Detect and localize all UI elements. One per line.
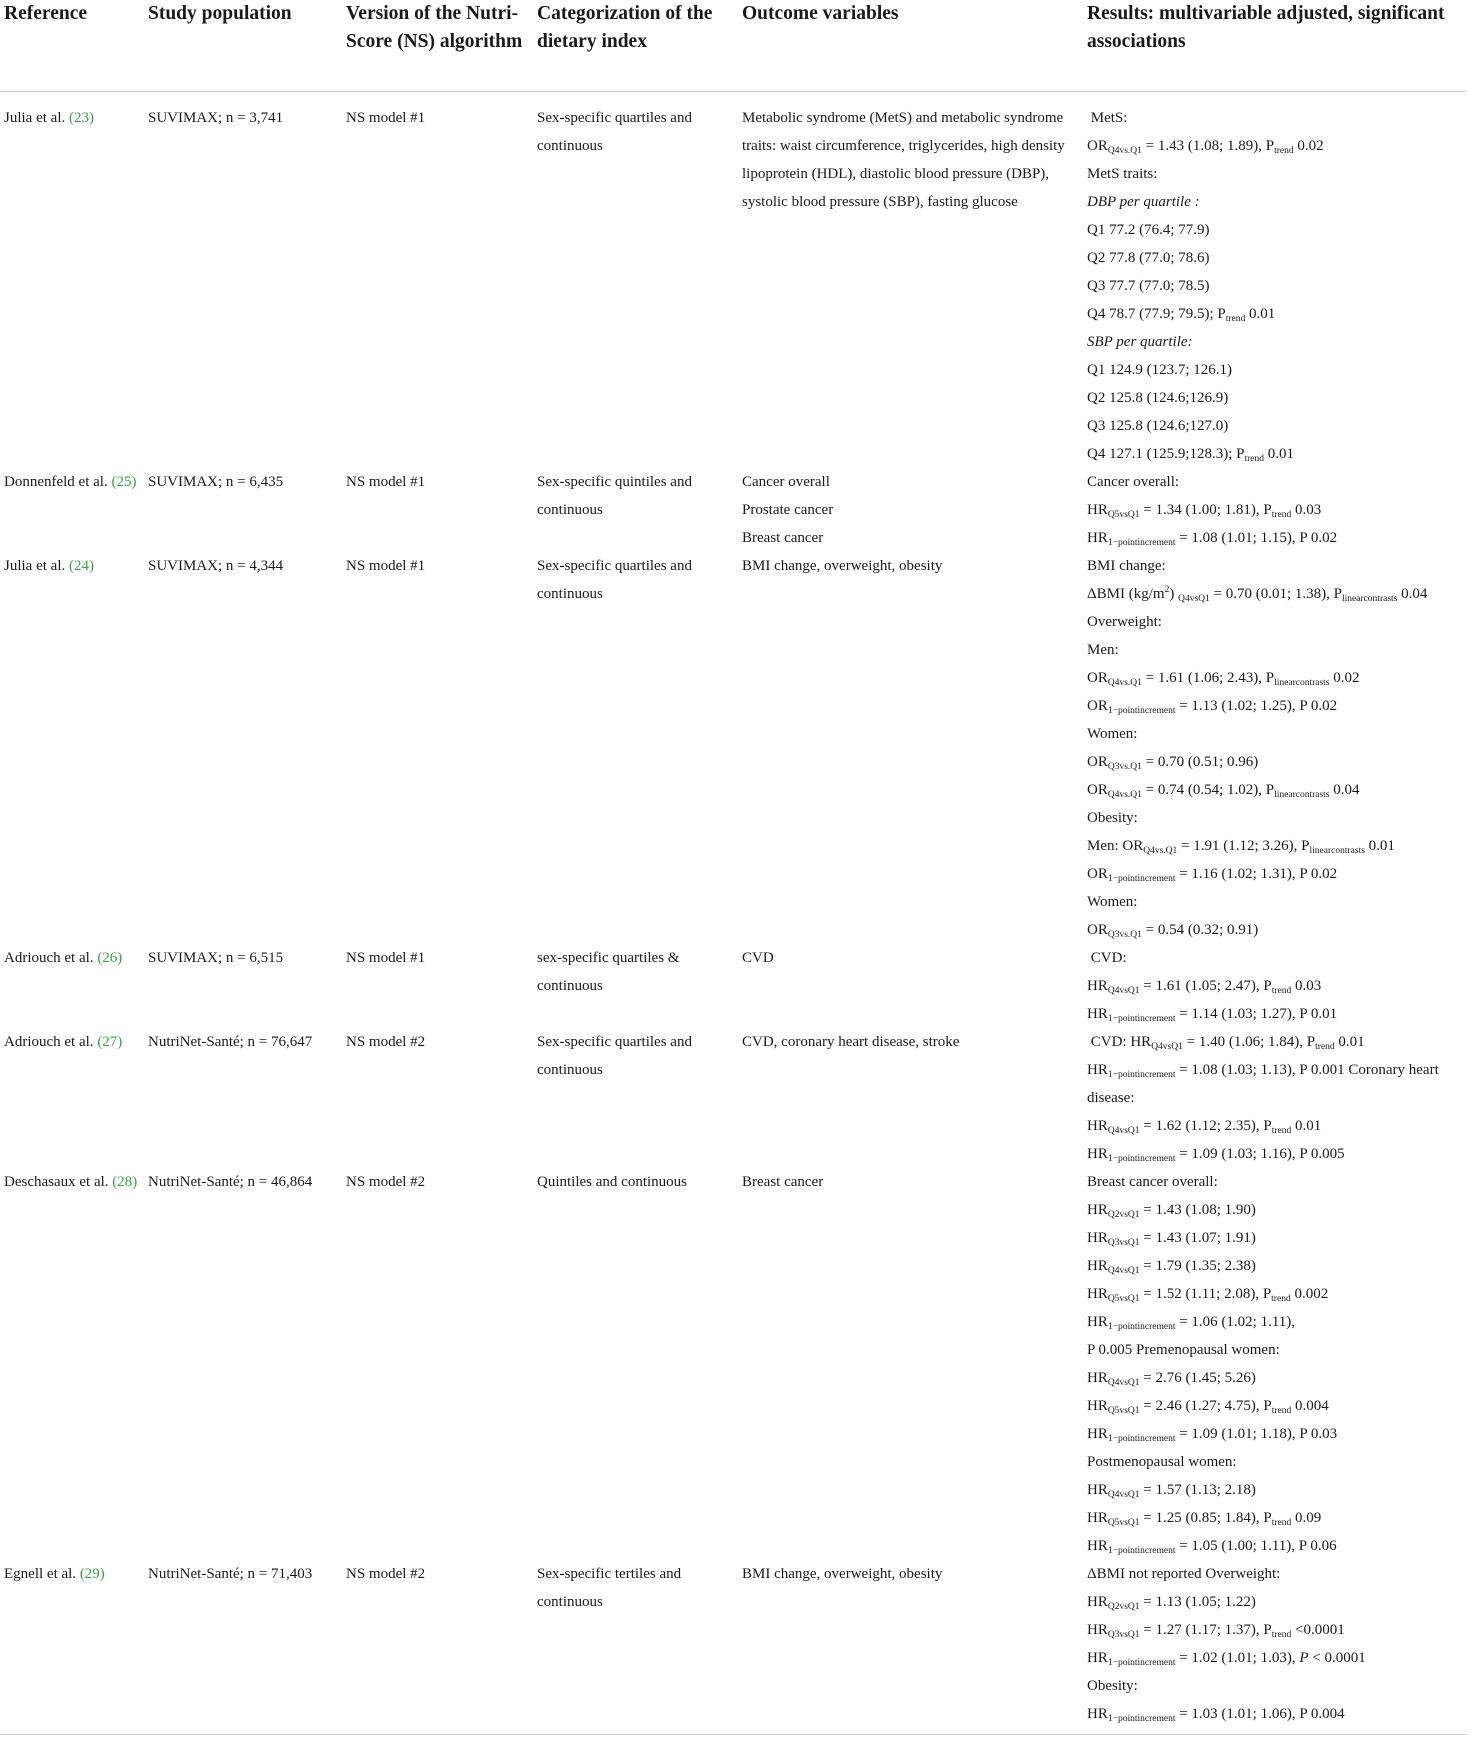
outcome-cell: Metabolic syndrome (MetS) and metabolic syndrome traits: waist circumference, triglycerides, high density lipoprotein (HDL), diastolic blood pressure (DBP), systolic blood pressure (SBP), fasting glucose	[742, 109, 1065, 210]
result-line: Breast cancer overall:	[1087, 1173, 1218, 1190]
reference-author: Julia et al.	[4, 557, 66, 574]
result-line: MetS traits:	[1087, 165, 1158, 182]
result-line: $HR_{1-pointincrement} = 1.08$ (1.03; 1.13), P 0.001 Coronary heart disease:	[1087, 1061, 1439, 1106]
categorization-cell: Sex-specific tertiles and continuous	[533, 1560, 738, 1735]
population-cell: NutriNet-Santé; n = 71,403	[144, 1560, 342, 1735]
reference-cell	[0, 944, 144, 1028]
reference-cell	[0, 552, 144, 944]
categorization-cell: sex-specific quartiles & continuous	[537, 949, 680, 994]
result-line: MetS:	[1090, 109, 1128, 126]
population-cell: NutriNet-Santé; n = 76,647	[148, 1033, 313, 1050]
result-line: $HR_{1-pointincrement} = 1.02$ (1.01; 1.03), P < 0.0001	[1087, 1649, 1366, 1668]
result-line: Men:	[1087, 641, 1119, 658]
results-cell	[1083, 91, 1466, 468]
reference-cell	[0, 1560, 144, 1735]
result-line: $OR_{Q4vs.Q1} = 1.43$ (1.08; 1.89), $P_{trend}$ 0.02	[1087, 137, 1324, 156]
table-row	[0, 1168, 1466, 1560]
reference-cell	[0, 1028, 144, 1168]
result-line: $HR_{Q4vsQ1} = 1.61$ (1.05; 2.47), $P_{trend}$ 0.03	[1087, 977, 1322, 996]
result-line: ΔBMI not reported Overweight:	[1087, 1565, 1281, 1582]
result-line: $HR_{Q4vsQ1} = 1.62$ (1.12; 2.35), $P_{trend}$ 0.01	[1087, 1117, 1322, 1136]
version-cell: NS model #1	[346, 109, 426, 126]
reference-link[interactable]: (25)	[111, 473, 137, 490]
table-row	[0, 91, 1466, 468]
header-categorization: Categorization of the dietary index	[533, 0, 738, 91]
reference-author: Adriouch et al.	[4, 1033, 94, 1050]
population-cell: SUVIMAX; n = 4,344	[148, 557, 284, 574]
header-results: Results: multivariable adjusted, significant associations	[1083, 0, 1466, 91]
result-line: ΔBMI $(kg/m^2) _{Q4vsQ1} = 0.70$ (0.01; 1.38), $P_{linearcontrasts}$ 0.04	[1087, 584, 1428, 604]
result-line: CVD:	[1090, 949, 1127, 966]
reference-link[interactable]: (27)	[97, 1033, 123, 1050]
outcome-line: Breast cancer	[742, 529, 824, 546]
result-line: CVD: $HR_{Q4vsQ1} = 1.40$ (1.06; 1.84), $P_{trend}$ 0.01	[1090, 1033, 1365, 1052]
table-row	[0, 552, 1466, 944]
header-row	[0, 0, 1466, 91]
outcome-cell: CVD	[742, 949, 774, 966]
version-cell: NS model #2	[346, 1173, 426, 1190]
categorization-cell: Sex-specific quartiles and continuous	[537, 1033, 692, 1078]
outcome-cell: Breast cancer	[742, 1173, 824, 1190]
table-row	[0, 1560, 1466, 1735]
version-cell: NS model #2	[346, 1033, 426, 1050]
results-cell	[1083, 468, 1466, 552]
reference-link[interactable]: (26)	[97, 949, 123, 966]
table-row	[0, 468, 1466, 552]
result-line: Q2 77.8 (77.0; 78.6)	[1087, 249, 1210, 266]
outcome-cell: BMI change, overweight, obesity	[738, 1560, 1083, 1735]
result-line: $HR_{1-pointincrement} = 1.06$ (1.02; 1.11),	[1087, 1313, 1296, 1332]
header-outcome: Outcome variables	[738, 0, 1083, 91]
reference-cell	[0, 1168, 144, 1560]
result-line: $HR_{Q4vsQ1} = 2.76$ (1.45; 5.26)	[1087, 1369, 1256, 1388]
result-line: Q2 125.8 (124.6;126.9)	[1087, 389, 1229, 406]
result-line: $OR_{Q4vs.Q1} = 0.74$ (0.54; 1.02), $P_{linearcontrasts}$ 0.04	[1087, 781, 1360, 800]
outcome-cell: BMI change, overweight, obesity	[742, 557, 943, 574]
result-line: $HR_{Q4vsQ1} = 1.57$ (1.13; 2.18)	[1087, 1481, 1256, 1500]
reference-cell	[0, 468, 144, 552]
reference-link[interactable]: (23)	[68, 109, 94, 126]
population-cell: SUVIMAX; n = 3,741	[148, 109, 284, 126]
result-line: DBP per quartile :	[1087, 193, 1200, 210]
version-cell: NS model #1	[346, 949, 426, 966]
result-line: $OR_{1-pointincrement} = 1.16$ (1.02; 1.31), P 0.02	[1087, 865, 1338, 884]
result-line: $HR_{1-pointincrement} = 1.03$ (1.01; 1.06), P 0.004	[1087, 1705, 1345, 1724]
result-line: $HR_{1-pointincrement} = 1.08$ (1.01; 1.15), P 0.02	[1087, 529, 1338, 548]
results-cell	[1083, 1168, 1466, 1560]
reference-link[interactable]: (29)	[79, 1565, 105, 1582]
result-line: $HR_{Q3vsQ1} = 1.43$ (1.07; 1.91)	[1087, 1229, 1256, 1248]
version-cell: NS model #2	[342, 1560, 533, 1735]
header-reference: Reference	[0, 0, 144, 91]
result-line: Q4 127.1 (125.9;128.3); $P_{trend}$ 0.01	[1087, 445, 1295, 464]
categorization-cell: Quintiles and continuous	[537, 1173, 687, 1190]
result-line: $HR_{Q5vsQ1} = 1.34$ (1.00; 1.81), $P_{trend}$ 0.03	[1087, 501, 1322, 520]
results-cell	[1083, 552, 1466, 944]
result-line: $HR_{1-pointincrement} = 1.05$ (1.00; 1.11), P 0.06	[1087, 1537, 1337, 1556]
reference-author: Donnenfeld et al.	[4, 473, 108, 490]
result-line: BMI change:	[1087, 557, 1166, 574]
result-line: Q4 78.7 (77.9; 79.5); $P_{trend}$ 0.01	[1087, 305, 1276, 324]
result-line: $HR_{Q3vsQ1} = 1.27$ (1.17; 1.37), $P_{trend} <0.0001$	[1087, 1621, 1345, 1640]
result-line: $HR_{Q5vsQ1} = 1.52$ (1.11; 2.08), $P_{trend}$ 0.002	[1087, 1285, 1329, 1304]
version-cell: NS model #1	[346, 557, 426, 574]
header-version: Version of the Nutri-Score (NS) algorithm	[342, 0, 533, 91]
result-line: Obesity:	[1087, 809, 1138, 826]
result-line: Q3 125.8 (124.6;127.0)	[1087, 417, 1229, 434]
result-line: $HR_{1-pointincrement} = 1.14$ (1.03; 1.27), P 0.01	[1087, 1005, 1338, 1024]
result-line: Men: $OR_{Q4vs.Q1} = 1.91$ (1.12; 3.26), $P_{linearcontrasts}$ 0.01	[1087, 837, 1395, 856]
reference-author: Julia et al.	[4, 109, 66, 126]
result-line: P 0.005 Premenopausal women:	[1087, 1341, 1280, 1358]
result-line: $OR_{Q3vs.Q1} = 0.54$ (0.32; 0.91)	[1087, 921, 1259, 940]
population-cell: SUVIMAX; n = 6,515	[148, 949, 284, 966]
results-cell	[1083, 1560, 1466, 1735]
reference-author: Deschasaux et al.	[4, 1173, 109, 1190]
result-line: SBP per quartile:	[1087, 333, 1193, 350]
results-cell	[1083, 944, 1466, 1028]
result-line: $OR_{Q4vs.Q1} = 1.61$ (1.06; 2.43), $P_{linearcontrasts}$ 0.02	[1087, 669, 1360, 688]
result-line: Q1 124.9 (123.7; 126.1)	[1087, 361, 1232, 378]
outcome-line: Cancer overall	[742, 473, 830, 490]
outcome-line: Prostate cancer	[742, 501, 834, 518]
population-cell: NutriNet-Santé; n = 46,864	[148, 1173, 313, 1190]
result-line: Overweight:	[1087, 613, 1162, 630]
reference-link[interactable]: (24)	[68, 557, 94, 574]
reference-author: Egnell et al.	[4, 1565, 77, 1582]
result-line: $HR_{Q2vsQ1} = 1.13$ (1.05; 1.22)	[1087, 1593, 1256, 1612]
version-cell: NS model #1	[346, 473, 426, 490]
result-line: Obesity:	[1087, 1677, 1138, 1694]
result-line: Cancer overall:	[1087, 473, 1180, 490]
categorization-cell: Sex-specific quartiles and continuous	[537, 557, 692, 602]
result-line: Women:	[1087, 893, 1138, 910]
table-row	[0, 1028, 1466, 1168]
categorization-cell: Sex-specific quartiles and continuous	[537, 109, 692, 154]
result-line: Q1 77.2 (76.4; 77.9)	[1087, 221, 1210, 238]
result-line: $HR_{Q5vsQ1} = 1.25$ (0.85; 1.84), $P_{trend}$ 0.09	[1087, 1509, 1322, 1528]
result-line: $HR_{1-pointincrement} = 1.09$ (1.01; 1.18), P 0.03	[1087, 1425, 1338, 1444]
result-line: $HR_{Q2vsQ1} = 1.43$ (1.08; 1.90)	[1087, 1201, 1256, 1220]
outcome-cell: CVD, coronary heart disease, stroke	[742, 1033, 960, 1050]
header-population: Study population	[144, 0, 342, 91]
result-line: $OR_{Q3vs.Q1} = 0.70$ (0.51; 0.96)	[1087, 753, 1259, 772]
categorization-cell: Sex-specific quintiles and continuous	[537, 473, 692, 518]
reference-cell	[0, 91, 144, 468]
result-line: Postmenopausal women:	[1087, 1453, 1237, 1470]
result-line: $HR_{Q4vsQ1} = 1.79$ (1.35; 2.38)	[1087, 1257, 1256, 1276]
result-line: Q3 77.7 (77.0; 78.5)	[1087, 277, 1210, 294]
population-cell: SUVIMAX; n = 6,435	[148, 473, 284, 490]
result-line: $HR_{1-pointincrement} = 1.09$ (1.03; 1.16), P 0.005	[1087, 1145, 1345, 1164]
result-line: $OR_{1-pointincrement} = 1.13$ (1.02; 1.25), P 0.02	[1087, 697, 1338, 716]
result-line: Women:	[1087, 725, 1138, 742]
reference-author: Adriouch et al.	[4, 949, 94, 966]
reference-link[interactable]: (28)	[112, 1173, 138, 1190]
table-row	[0, 944, 1466, 1028]
outcome-cell	[738, 468, 1083, 552]
results-cell	[1083, 1028, 1466, 1168]
result-line: $HR_{Q5vsQ1} = 2.46$ (1.27; 4.75), $P_{trend}$ 0.004	[1087, 1397, 1329, 1416]
